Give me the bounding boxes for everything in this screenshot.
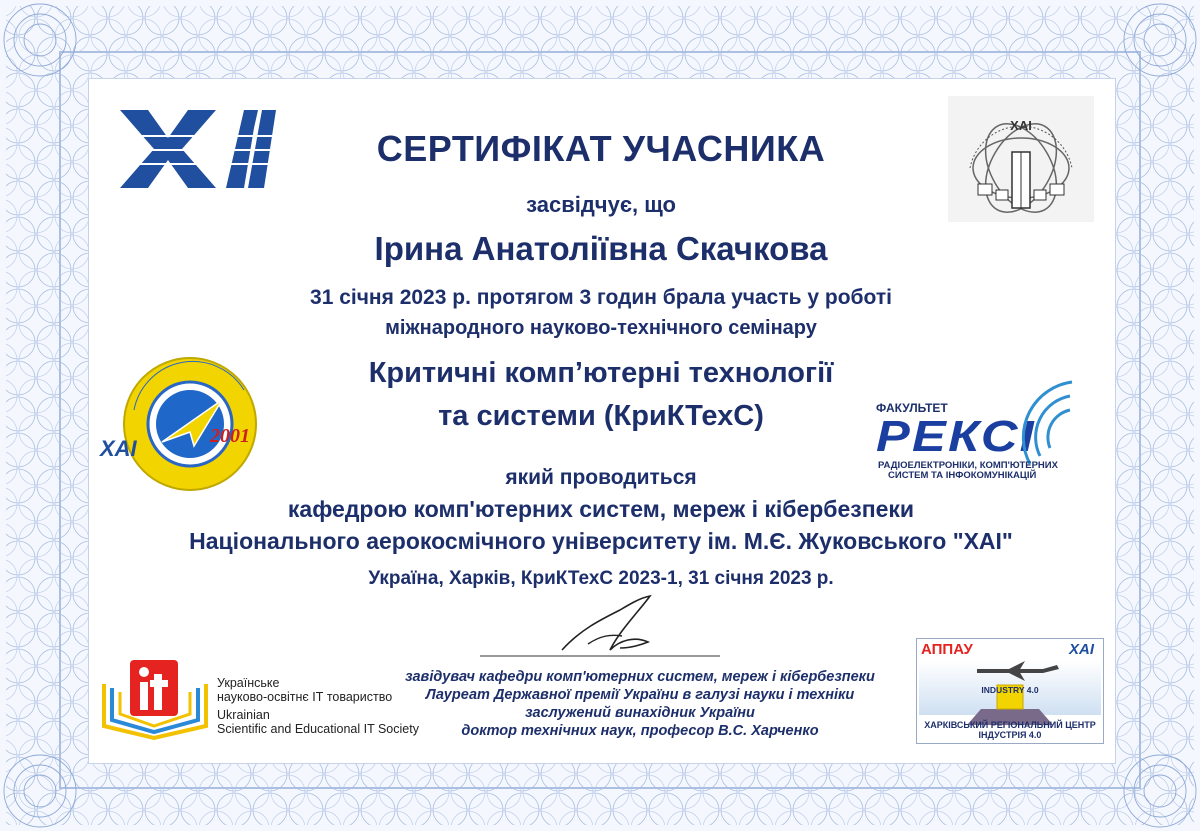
it-society-name-ua-2: науково-освітнє ІТ товариство [217,690,393,704]
signatory-block [380,668,900,740]
industry-badge: INDUSTRY 4.0 [981,685,1039,695]
department-line: кафедрою комп'ютерних систем, мереж і кібербезпеки [287,496,915,522]
reksi-faculty-label: ФАКУЛЬТЕТ [876,401,948,415]
it-society-name-ua-1: Українське [217,676,280,690]
it-society-name-en-2: Scientific and Educational IT Society [217,722,419,736]
appau-title: АППАУ [921,641,973,658]
held-by-text: який проводиться [505,466,697,489]
it-society-name-en-1: Ukrainian [217,708,270,722]
appau-logo [916,638,1104,744]
appau-caption-1: ХАРКІВСЬКИЙ РЕГІОНАЛЬНИЙ ЦЕНТР [924,720,1096,730]
certificate-title: СЕРТИФІКАТ УЧАСНИКА [376,128,826,169]
certifies-text: засвідчує, що [526,192,676,217]
signatory-line: завідувач кафедри комп'ютерних систем, мереж і кібербезпеки [405,669,875,685]
seminar-type-line: міжнародного науково-технічного семінару [385,317,817,339]
seminar-title-line-1: Критичні комп’ютерні технології [368,357,834,389]
place-date-line: Україна, Харків, КриКТехС 2023-1, 31 січня 2023 р. [368,568,834,589]
signatory-line: заслужений винахідник України [525,705,755,721]
signatory-line: Лауреат Державної премії України в галузі науки і техніки [425,687,855,703]
it-society-logo [100,654,210,742]
university-line: Національного аерокосмічного університету ім. М.Є. Жуковського "ХАІ" [189,528,1013,554]
handwritten-signature [470,590,730,662]
reksi-subtitle-1: РАДІОЕЛЕКТРОНІКИ, КОМП'ЮТЕРНИХ [878,460,1058,471]
participation-line: 31 січня 2023 р. протягом 3 годин брала участь у роботі [310,286,892,309]
svg-text:ХАІ: ХАІ [1010,118,1032,133]
svg-text:2001: 2001 [210,425,250,447]
seminar-title-line-2: та системи (КриКТехС) [438,400,764,432]
reksi-subtitle-2: СИСТЕМ ТА ІНФОКОМУНІКАЦІЙ [888,470,1037,481]
appau-caption-2: ІНДУСТРІЯ 4.0 [978,730,1042,740]
reksi-logo-wordmark: РЕКСІ [876,412,1037,461]
recipient-name: Ірина Анатоліївна Скачкова [374,230,828,267]
appau-xai-mark: ХАІ [1069,641,1095,658]
svg-text:ХАІ: ХАІ [100,436,137,461]
signatory-line: доктор технічних наук, професор В.С. Харченко [461,723,819,739]
